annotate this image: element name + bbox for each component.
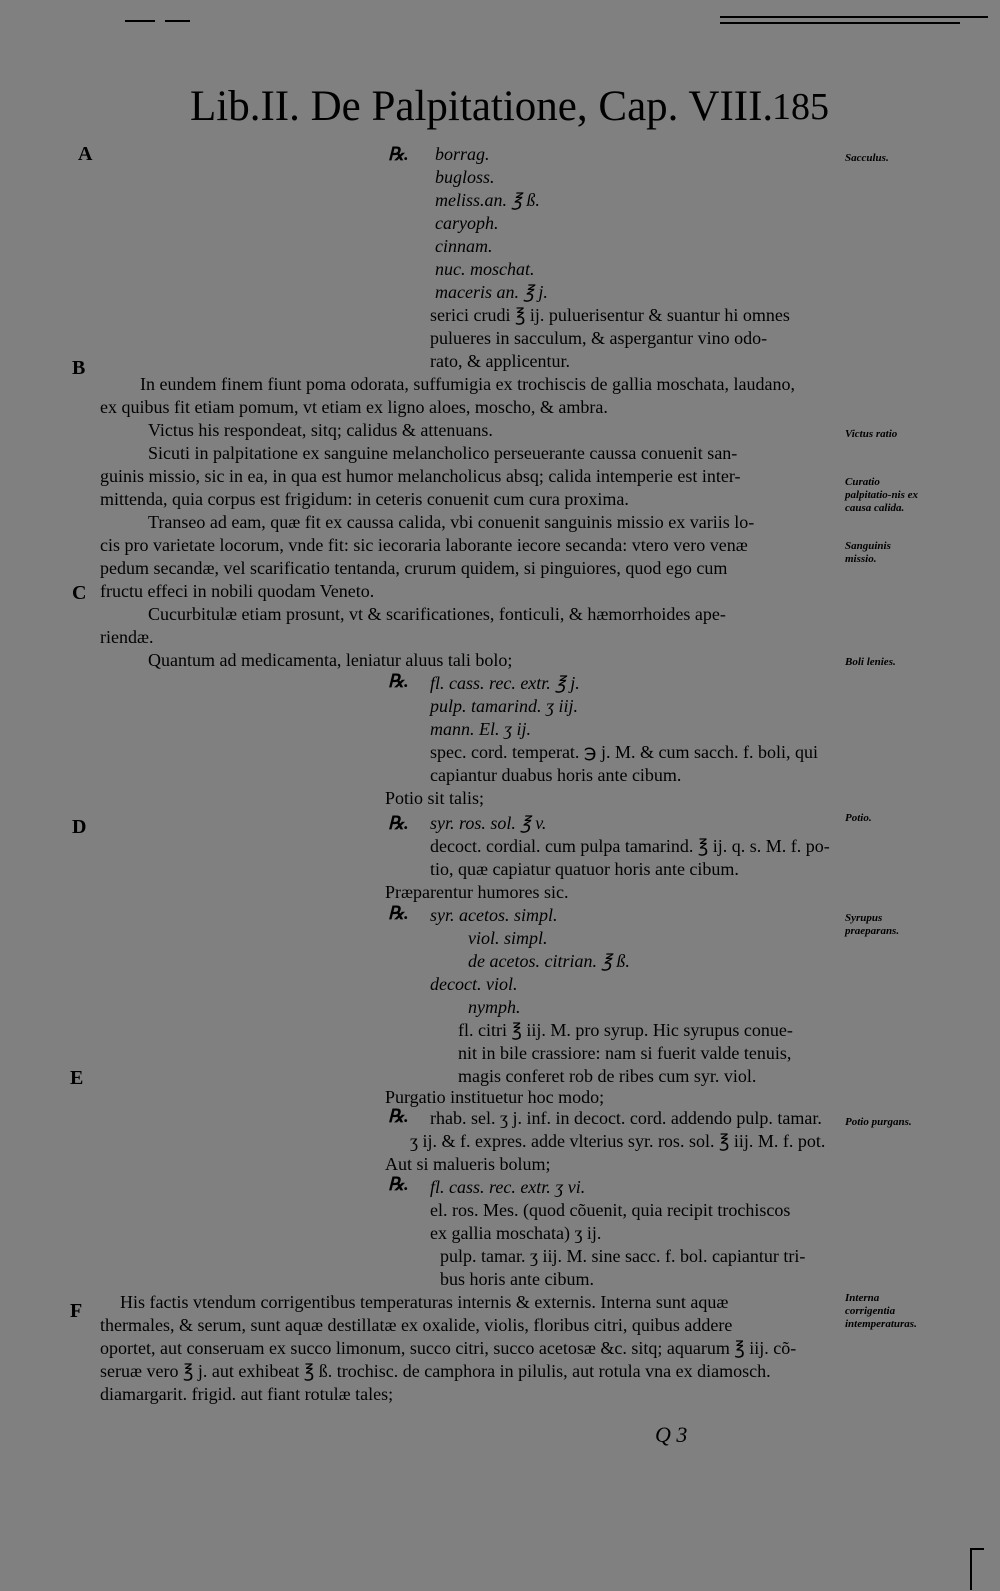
top-rule-right (720, 16, 988, 18)
recipe-symbol: ℞. (388, 813, 409, 833)
text-line: cis pro varietate locorum, vnde fit: sic iecoraria laborante iecore secanda: vtero vero venæ (100, 535, 748, 555)
text-line: Quantum ad medicamenta, leniatur aluus tali bolo; (148, 650, 513, 670)
text-line: magis conferet rob de ribes cum syr. viol. (458, 1066, 757, 1086)
text-line: cinnam. (435, 236, 493, 256)
text-line: Transeo ad eam, quæ fit ex caussa calida, vbi conuenit sanguinis missio ex variis lo- (148, 512, 755, 532)
text-line: nuc. moschat. (435, 259, 535, 279)
section-letter-c: C (72, 582, 87, 604)
text-line: In eundem finem fiunt poma odorata, suffumigia ex trochiscis de gallia moschata, laudano, (140, 374, 795, 394)
section-letter-a: A (78, 143, 93, 165)
top-rule-left (125, 20, 155, 22)
text-line: pedum secandæ, vel scarificatio tentanda, crurum quidem, si pinguiores, quod ego cum (100, 558, 728, 578)
page-corner-mark (970, 1548, 984, 1590)
margin-note-interna: Interna corrigentia intemperaturas. (845, 1292, 917, 1330)
top-rule-right-2 (720, 22, 960, 24)
section-letter-b: B (72, 357, 86, 379)
section-letter-e: E (70, 1067, 84, 1089)
text-line: caryoph. (435, 213, 499, 233)
section-letter-d: D (72, 816, 87, 838)
text-line: rhab. sel. ʒ j. inf. in decoct. cord. addendo pulp. tamar. (430, 1108, 822, 1128)
section-letter-f: F (70, 1300, 83, 1322)
text-line: el. ros. Mes. (quod cõuenit, quia recipit trochiscos (430, 1200, 791, 1220)
margin-note-victus: Victus ratio (845, 428, 898, 440)
text-line: ex quibus fit etiam pomum, vt etiam ex ligno aloes, moscho, & ambra. (100, 397, 608, 417)
text-line: nit in bile crassiore: nam si fuerit valde tenuis, (458, 1043, 792, 1063)
running-head (190, 82, 830, 132)
text-line: maceris an. ℥ j. (435, 282, 548, 302)
text-line: Victus his respondeat, sitq; calidus & attenuans. (148, 420, 493, 440)
text-line: nymph. (468, 997, 521, 1017)
text-line: guinis missio, sic in ea, in qua est humor melancholicus absq; calida intemperie est inter- (100, 466, 741, 486)
text-line: fl. citri ℥ iij. M. pro syrup. Hic syrupus conue- (458, 1020, 793, 1040)
recipe-symbol: ℞. (388, 903, 409, 923)
text-line: syr. ros. sol. ℥ v. (430, 813, 547, 833)
recipe-symbol: ℞. (388, 144, 409, 164)
text-line: bus horis ante cibum. (440, 1269, 594, 1289)
text-line: thermales, & serum, sunt aquæ destillatæ ex oxalide, violis, floribus citri, quibus addere (100, 1315, 733, 1335)
folio-number: 185 (772, 86, 829, 128)
recipe-symbol: ℞. (388, 671, 409, 691)
text-line: decoct. cordial. cum pulpa tamarind. ℥ ij. q. s. M. f. po- (430, 836, 830, 856)
margin-note-purgans: Potio purgans. (845, 1116, 912, 1128)
text-line: viol. simpl. (468, 928, 548, 948)
text-line: His factis vtendum corrigentibus temperaturas internis & externis. Interna sunt aquæ (120, 1292, 729, 1312)
text-line: Potio sit talis; (385, 788, 485, 808)
text-line: fl. cass. rec. extr. ʒ vi. (430, 1177, 586, 1197)
text-line: tio, quæ capiatur quatuor horis ante cibum. (430, 859, 739, 879)
margin-note-boli: Boli lenies. (845, 656, 896, 668)
recipe-symbol: ℞. (388, 1106, 409, 1126)
text-line: pulp. tamarind. ʒ iij. (430, 696, 578, 716)
text-line: Aut si malueris bolum; (385, 1154, 551, 1174)
text-line: Purgatio instituetur hoc modo; (385, 1087, 605, 1107)
text-line: Præparentur humores sic. (385, 882, 569, 902)
text-line: riendæ. (100, 627, 154, 647)
text-line: decoct. viol. (430, 974, 518, 994)
text-line: de acetos. citrian. ℥ ß. (468, 951, 630, 971)
text-line: bugloss. (435, 167, 495, 187)
margin-note-syrupus: Syrupus praeparans. (845, 912, 900, 937)
text-line: pulueres in sacculum, & aspergantur vino odo- (430, 328, 768, 348)
text-line: Cucurbitulæ etiam prosunt, vt & scarificationes, fonticuli, & hæmorrhoides ape- (148, 604, 726, 624)
text-line: pulp. tamar. ʒ iij. M. sine sacc. f. bol. capiantur tri- (440, 1246, 806, 1266)
text-line: meliss.an. ℥ ß. (435, 190, 540, 210)
margin-note-curatio: Curatio palpitatio-nis ex causa calida. (845, 476, 919, 514)
text-line: mann. El. ʒ ij. (430, 719, 531, 739)
margin-note-sacculus: Sacculus. (845, 152, 889, 164)
text-line: syr. acetos. simpl. (430, 905, 558, 925)
text-line: fl. cass. rec. extr. ℥ j. (430, 673, 580, 693)
text-line: fructu effeci in nobili quodam Veneto. (100, 581, 375, 601)
catchword: Q 3 (655, 1422, 688, 1447)
text-line: diamargarit. frigid. aut fiant rotulæ tales; (100, 1384, 394, 1404)
text-line: spec. cord. temperat. ℈ j. M. & cum sacch. f. boli, qui (430, 742, 818, 762)
recipe-symbol: ℞. (388, 1174, 409, 1194)
text-line: oportet, aut conseruam ex succo limonum, succo citri, succo acetosæ &c. sitq; aquarum ℥ iij. cõ- (100, 1338, 797, 1358)
text-line: ʒ ij. & f. expres. adde vlterius syr. ros. sol. ℥ iij. M. f. pot. (410, 1131, 826, 1151)
text-line: mittenda, quia corpus est frigidum: in ceteris conuenit cum cura proxima. (100, 489, 629, 509)
top-rule-left-2 (165, 20, 190, 22)
margin-note-sanguinis: Sanguinis missio. (845, 540, 891, 565)
text-line: ex gallia moschata) ʒ ij. (430, 1223, 602, 1243)
page-title: Lib.II. De Palpitatione, Cap. VIII. (190, 83, 774, 130)
text-line: capiantur duabus horis ante cibum. (430, 765, 682, 785)
margin-note-potio: Potio. (845, 812, 872, 824)
text-line: serici crudi ℥ ij. puluerisentur & suantur hi omnes (430, 305, 790, 325)
text-line: Sicuti in palpitatione ex sanguine melancholico perseuerante caussa conuenit san- (148, 443, 738, 463)
text-line: seruæ vero ℥ j. aut exhibeat ℥ ß. trochisc. de camphora in pilulis, aut rotula vna ex diamosch. (100, 1361, 771, 1381)
text-line: borrag. (435, 144, 490, 164)
text-line: rato, & applicentur. (430, 351, 570, 371)
